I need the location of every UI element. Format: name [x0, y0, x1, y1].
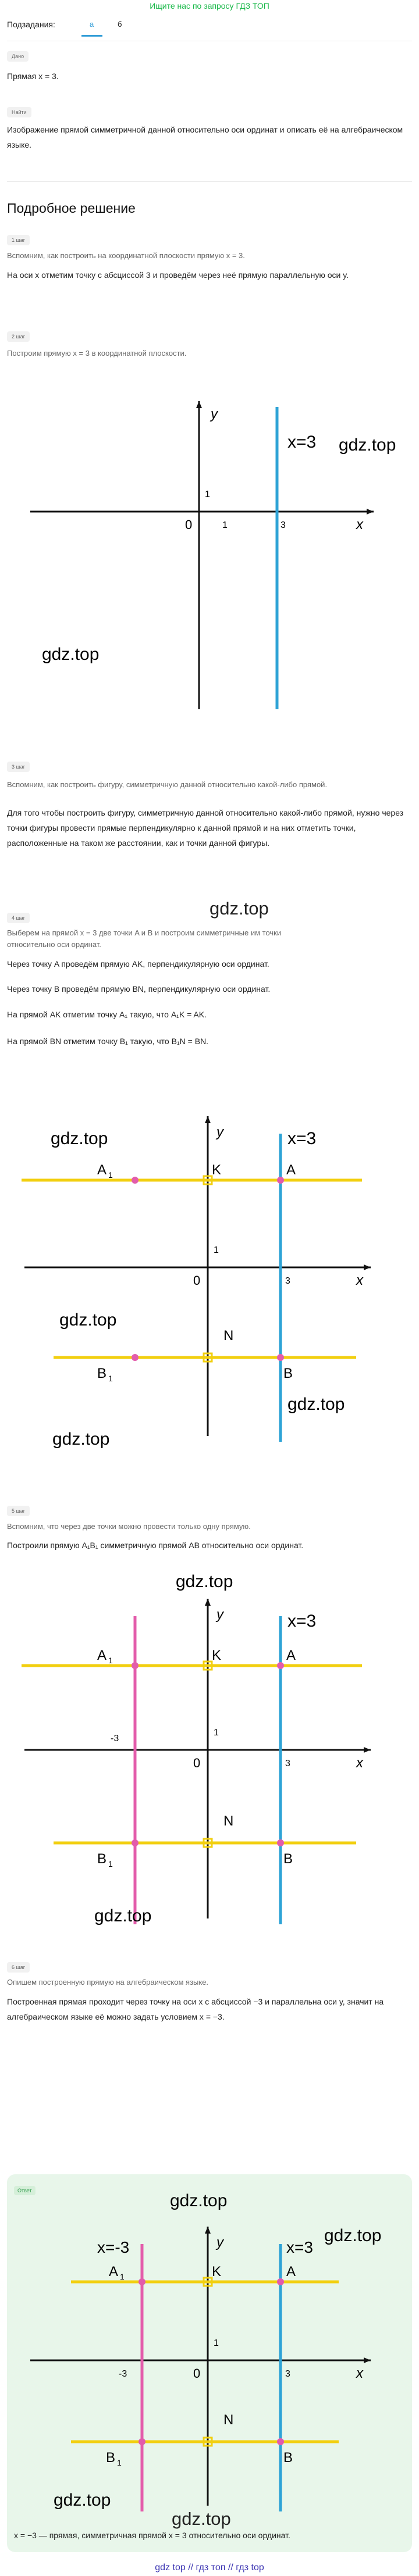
watermark: gdz.top: [172, 2509, 231, 2529]
svg-text:1: 1: [108, 1859, 113, 1868]
svg-text:A: A: [286, 1648, 296, 1663]
svg-text:x=-3: x=-3: [97, 2238, 130, 2256]
svg-text:N: N: [223, 1813, 234, 1829]
svg-text:gdz.top: gdz.top: [59, 1310, 117, 1330]
step4-badge: 4 шаг: [7, 913, 30, 923]
step1-text: На оси x отметим точку с абсциссой 3 и проведём через неё прямую параллельную оси y.: [7, 270, 349, 280]
watermark: gdz.top: [210, 898, 269, 919]
svg-text:gdz.top: gdz.top: [51, 1129, 108, 1148]
active-tab-underline: [81, 35, 102, 37]
svg-text:B: B: [97, 1851, 107, 1867]
answer-badge: Ответ: [14, 2186, 35, 2195]
svg-text:B: B: [106, 2450, 116, 2466]
svg-text:x: x: [356, 1273, 363, 1288]
divider: [7, 181, 412, 182]
svg-text:3: 3: [285, 2369, 290, 2379]
svg-text:K: K: [212, 2264, 222, 2280]
step6-badge: 6 шаг: [7, 1962, 30, 1973]
find-badge: Найти: [7, 107, 31, 117]
figure-2: [7, 1070, 412, 1465]
svg-text:1: 1: [117, 2458, 122, 2467]
tab-b[interactable]: б: [118, 20, 122, 28]
svg-text:gdz.top: gdz.top: [176, 1572, 233, 1591]
svg-text:y: y: [216, 1607, 223, 1623]
svg-text:1: 1: [108, 1656, 113, 1665]
step4-grey: Выберем на прямой x = 3 две точки A и B и построим симметричные им точки относительно оси ординат.: [7, 928, 282, 949]
svg-text:N: N: [223, 1328, 234, 1344]
svg-text:A: A: [286, 1162, 296, 1178]
svg-text:1: 1: [108, 1170, 113, 1180]
solution-title: Подробное решение: [7, 201, 136, 216]
watermark: gdz.top: [42, 645, 100, 664]
step1-grey: Вспомним, как построить на координатной плоскости прямую x = 3.: [7, 251, 245, 260]
watermark: gdz.top: [339, 435, 396, 455]
svg-text:3: 3: [285, 1276, 290, 1286]
svg-text:A: A: [97, 1162, 107, 1178]
one-label: 1: [205, 490, 210, 499]
step6-text: Построенная прямая проходит через точку на оси x с абсциссой −3 и параллельна оси y, значит на алгебраическом языке её можно задать условием x = −3.: [7, 1997, 384, 2021]
svg-text:gdz.top: gdz.top: [287, 1395, 345, 1414]
subtasks-label: Подзадания:: [7, 20, 55, 29]
svg-text:0: 0: [193, 2366, 201, 2381]
svg-text:A: A: [109, 2264, 119, 2280]
svg-text:-3: -3: [111, 1734, 119, 1743]
svg-text:y: y: [216, 1124, 223, 1140]
top-banner-link[interactable]: Ищите нас по запросу ГДЗ ТОП: [150, 1, 269, 10]
find-text: Изображение прямой симметричной данной относительно оси ординат и описать её на алгебраическом языке.: [7, 125, 403, 149]
step5-text: Построили прямую A₁B₁ симметричную прямой AB относительно оси ординат.: [7, 1541, 304, 1550]
step4-line4: На прямой BN отметим точку B₁ такую, что B₁N = BN.: [7, 1037, 209, 1046]
svg-text:B: B: [283, 1851, 293, 1867]
y-label: y: [211, 406, 218, 422]
three-label: 3: [280, 520, 286, 530]
step5-grey: Вспомним, что через две точки можно провести только одну прямую.: [7, 1522, 251, 1531]
x-label: x: [356, 517, 363, 533]
svg-text:x: x: [356, 1755, 363, 1771]
bottom-links[interactable]: gdz top // гдз топ // гдз top: [155, 2563, 264, 2573]
svg-text:1: 1: [214, 1245, 219, 1255]
one-x-label: 1: [222, 520, 228, 530]
step2-grey: Построим прямую x = 3 в координатной плоскости.: [7, 349, 187, 358]
svg-text:x=3: x=3: [286, 2238, 313, 2256]
svg-text:1: 1: [108, 1374, 113, 1383]
svg-text:gdz.top: gdz.top: [94, 1906, 152, 1925]
step4-line1: Через точку A проведём прямую AK, перпендикулярную оси ординат.: [7, 959, 269, 969]
svg-text:3: 3: [285, 1759, 290, 1768]
answer-text: x = −3 — прямая, симметричная прямой x = 3 относительно оси ординат.: [14, 2531, 290, 2540]
top-banner: [0, 0, 419, 10]
step4-line2: Через точку B проведём прямую BN, перпендикулярную оси ординат.: [7, 984, 271, 994]
zero-label: 0: [185, 517, 193, 532]
svg-text:A: A: [97, 1648, 107, 1663]
step5-badge: 5 шаг: [7, 1506, 30, 1516]
svg-text:0: 0: [193, 1273, 201, 1288]
svg-text:x=3: x=3: [287, 1612, 317, 1631]
step4-line3: На прямой AK отметим точку A₁ такую, что A₁K = AK.: [7, 1010, 207, 1019]
svg-text:A: A: [286, 2264, 296, 2280]
given-badge: Дано: [7, 51, 29, 62]
tab-a[interactable]: а: [90, 20, 94, 28]
svg-text:K: K: [212, 1162, 222, 1178]
step3-text: Для того чтобы построить фигуру, симметричную данной относительно какой-либо прямой, нужно через точки фигуры провести прямые перпендикулярно к данной прямой и на них отметить точки, расположенные на таком же расстоянии, как и точки данной фигуры.: [7, 808, 404, 848]
svg-text:B: B: [97, 1366, 107, 1381]
svg-text:1: 1: [214, 2338, 219, 2348]
figure-answer: [7, 2192, 412, 2517]
svg-text:K: K: [212, 1648, 222, 1663]
svg-text:x: x: [356, 2366, 363, 2381]
svg-text:N: N: [223, 2412, 234, 2428]
svg-text:gdz.top: gdz.top: [324, 2226, 382, 2245]
svg-text:0: 0: [193, 1756, 201, 1770]
svg-text:x=3: x=3: [287, 1129, 317, 1148]
given-text: Прямая x = 3.: [7, 72, 59, 81]
step3-grey: Вспомним, как построить фигуру, симметричную данной относительно какой-либо прямой.: [7, 780, 328, 789]
figure-3: [7, 1564, 412, 1930]
step2-badge: 2 шаг: [7, 331, 30, 342]
svg-text:gdz.top: gdz.top: [54, 2491, 111, 2510]
step1-badge: 1 шаг: [7, 235, 30, 245]
svg-text:gdz.top: gdz.top: [52, 1430, 110, 1449]
line-label: x=3: [287, 433, 317, 452]
step6-grey: Опишем построенную прямую на алгебраическом языке.: [7, 1978, 209, 1987]
svg-text:gdz.top: gdz.top: [170, 2192, 228, 2210]
svg-text:-3: -3: [119, 2369, 127, 2379]
figure-1: [7, 360, 412, 721]
svg-text:B: B: [283, 2450, 293, 2466]
step3-badge: 3 шаг: [7, 762, 30, 772]
svg-text:1: 1: [214, 1728, 219, 1738]
svg-text:B: B: [283, 1366, 293, 1381]
svg-text:1: 1: [120, 2272, 125, 2281]
svg-text:y: y: [216, 2235, 223, 2250]
